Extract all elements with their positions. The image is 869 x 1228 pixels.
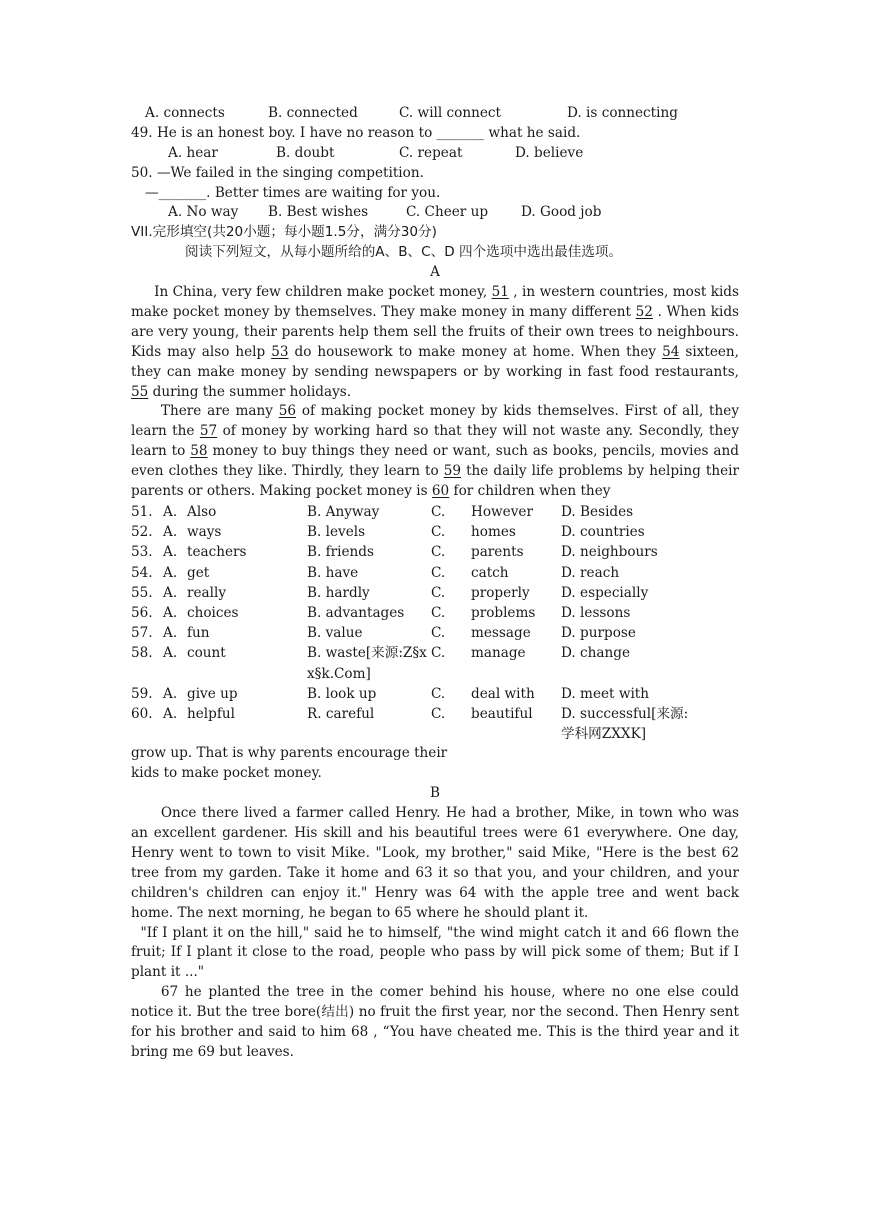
option-cell-d: D. purpose — [561, 625, 636, 642]
passage-b-label: B — [430, 785, 440, 802]
passage-a-paragraph-1 — [131, 283, 739, 402]
option-cell-d: D. change — [561, 645, 631, 662]
blank-56: 56 — [278, 403, 297, 420]
option-cell-n: 54. — [131, 564, 153, 581]
option-cell-c: C. — [431, 706, 446, 723]
option-cell-cv: parents — [471, 544, 524, 561]
option-cell-d: D. reach — [561, 564, 620, 581]
option-cell-cv: message — [471, 625, 531, 642]
option-cell-a: A. — [163, 524, 178, 541]
option-cell-a: A. — [163, 544, 178, 561]
option-cell-a: A. — [163, 706, 178, 723]
option-cell-a: A. — [163, 503, 178, 520]
blank-57: 57 — [199, 423, 218, 440]
option-cell-n: 59. — [131, 685, 153, 702]
option-cell-a: A. — [163, 564, 178, 581]
option-cell-c: C. — [431, 605, 446, 621]
table-row — [131, 704, 691, 744]
q49-option-d: D. believe — [515, 144, 584, 161]
option-cell-cv: properly — [471, 584, 530, 601]
option-cell-av: fun — [187, 625, 210, 642]
q50-stem: 50. —We failed in the singing competition. — [131, 164, 424, 181]
option-cell-n: 52. — [131, 524, 153, 541]
option-cell-av: Also — [187, 503, 217, 520]
exam-page — [131, 104, 739, 1063]
q48-option-d: D. is connecting — [567, 105, 678, 121]
q49-option-b: B. doubt — [276, 144, 335, 161]
option-cell-b: B. hardly — [307, 584, 370, 601]
option-cell-c: C. — [431, 544, 446, 561]
text-segment: of money by working hard so that they will not waste any. Secondly, they learn to — [131, 423, 739, 460]
option-cell-c: C. — [431, 564, 446, 581]
q50-reply: —_______. Better times are waiting for you. — [145, 184, 441, 201]
section-title: VII.完形填空(共20小题；每小题1.5分，满分30分) — [131, 224, 437, 241]
option-cell-d: D. countries — [561, 524, 645, 541]
q50-option-b: B. Best wishes — [268, 204, 369, 221]
option-cell-cv: beautiful — [471, 706, 533, 723]
text-segment: for children when they — [449, 483, 611, 500]
option-cell-b: B. levels — [307, 524, 366, 541]
text-segment: money to buy things they need or want, such as books, pencils, movies and even clothes they like. Thirdly, they learn to — [131, 443, 739, 480]
option-cell-av: helpful — [187, 706, 235, 723]
option-cell-d: D. meet with — [561, 685, 650, 702]
option-cell-c: C. — [431, 503, 446, 520]
passage-b-paragraph-3: 67 he planted the tree in the comer behind his house, where no one else could notice it. But the tree bore(结出) no fruit the first year, nor the second. Then Henry sent for his brother and said to him 68 , “You have cheated me. This is the third year and it bring me 69 but leaves. — [131, 984, 739, 1060]
option-cell-av: get — [187, 564, 210, 581]
passage-a-tail-2: kids to make pocket money. — [131, 765, 322, 782]
table-row — [131, 643, 691, 683]
option-cell-n: 53. — [131, 544, 153, 561]
table-row — [131, 603, 691, 623]
option-cell-n: 55. — [131, 584, 153, 601]
text-segment: do housework to make money at home. When they — [288, 343, 663, 360]
option-cell-cv: manage — [471, 645, 526, 662]
table-row — [131, 623, 691, 643]
option-cell-cv: However — [471, 503, 533, 520]
option-cell-av: really — [187, 584, 227, 601]
text-segment: . When kids are very young, their parents help them sell the fruits of their own trees to neighbours. Kids may also help — [131, 303, 739, 360]
option-cell-n: 57. — [131, 625, 153, 642]
option-cell-av: teachers — [187, 544, 247, 561]
option-cell-av: choices — [187, 605, 239, 621]
q50-option-d: D. Good job — [521, 204, 602, 221]
option-cell-b: B. look up — [307, 685, 377, 702]
option-cell-b: R. careful — [307, 706, 375, 723]
blank-53: 53 — [271, 343, 289, 360]
q50-options — [131, 203, 739, 223]
option-cell-b: B. waste[来源:Z§xx§k.Com] — [307, 645, 427, 682]
blank-51: 51 — [491, 284, 509, 301]
q48-options — [131, 104, 739, 124]
option-cell-av: ways — [187, 524, 222, 541]
option-cell-b: B. advantages — [307, 605, 405, 621]
text-segment: In China, very few children make pocket money, — [154, 284, 492, 301]
passage-b-paragraph-1: Once there lived a farmer called Henry. He had a brother, Mike, in town who was an excellent gardener. His skill and his beautiful trees were 61 everywhere. One day, Henry went to town to visit Mike. "Look, my brother," said Mike, "Here is the best 62 tree from my garden. Take it home and 63 it so that you, and your children, and your children's children can enjoy it." Henry was 64 with the apple tree and went back home. The next morning, he began to 65 where he should plant it. — [131, 805, 739, 921]
q49-option-c: C. repeat — [399, 144, 463, 161]
options-table — [131, 502, 691, 744]
q49-option-a: A. hear — [168, 144, 218, 161]
option-cell-c: C. — [431, 645, 446, 662]
option-cell-d: D. especially — [561, 584, 649, 601]
q49-stem: 49. He is an honest boy. I have no reason to _______ what he said. — [131, 124, 581, 141]
blank-60: 60 — [431, 483, 450, 500]
text-segment: , in western countries, most kids make pocket money by themselves. They make money in many different — [131, 284, 739, 320]
q49-options — [131, 144, 739, 164]
q50-option-a: A. No way — [168, 204, 239, 221]
option-cell-a: A. — [163, 605, 178, 621]
option-cell-d: D. successful[来源:学科网ZXXK] — [561, 706, 689, 743]
section-instruction: 阅读下列短文，从每小题所给的A、B、C、D 四个选项中选出最佳选项。 — [185, 244, 623, 261]
option-cell-c: C. — [431, 685, 446, 702]
table-row — [131, 542, 691, 562]
option-cell-c: C. — [431, 625, 446, 642]
blank-59: 59 — [443, 463, 462, 480]
text-segment: sixteen, they can make money by sending newspapers or by working in fast food restaurants, — [131, 343, 739, 380]
option-cell-n: 56. — [131, 605, 153, 621]
option-cell-cv: catch — [471, 564, 509, 581]
passage-b-paragraph-2: "If I plant it on the hill," said he to himself, "the wind might catch it and 66 flown the fruit; If I plant it close to the road, people who pass by will pick some of them; But if I plant it ..." — [131, 924, 739, 981]
table-row — [131, 563, 691, 583]
table-row — [131, 502, 691, 522]
option-cell-b: B. friends — [307, 544, 374, 561]
option-cell-a: A. — [163, 645, 178, 662]
option-cell-d: D. neighbours — [561, 544, 658, 561]
option-cell-cv: homes — [471, 524, 516, 541]
table-row — [131, 583, 691, 603]
blank-52: 52 — [635, 303, 653, 320]
option-cell-n: 51. — [131, 503, 153, 520]
text-segment: the daily life problems by helping their parents or others. Making pocket money is — [131, 463, 740, 500]
option-cell-cv: problems — [471, 605, 536, 621]
q48-option-b: B. connected — [268, 105, 358, 121]
option-cell-n: 60. — [131, 706, 153, 723]
option-cell-av: count — [187, 645, 226, 662]
passage-a-paragraph-2 — [131, 402, 739, 502]
table-row — [131, 684, 691, 704]
passage-a-tail-1: grow up. That is why parents encourage their — [131, 745, 448, 762]
option-cell-cv: deal with — [471, 685, 535, 702]
option-cell-b: B. Anyway — [307, 503, 380, 520]
blank-54: 54 — [662, 343, 680, 360]
option-cell-a: A. — [163, 584, 178, 601]
blank-55: 55 — [131, 383, 149, 400]
option-cell-n: 58. — [131, 645, 153, 662]
text-segment: There are many — [160, 403, 279, 420]
q50-option-c: C. Cheer up — [406, 204, 489, 221]
option-cell-b: B. have — [307, 564, 359, 581]
blank-58: 58 — [190, 443, 208, 460]
text-segment: of making pocket money by kids themselves. First of all, they learn the — [131, 403, 739, 440]
option-cell-a: A. — [163, 685, 178, 702]
option-cell-d: D. lessons — [561, 605, 631, 621]
q48-option-a: A. connects — [145, 105, 225, 121]
option-cell-d: D. Besides — [561, 503, 634, 520]
option-cell-b: B. value — [307, 625, 363, 642]
option-cell-c: C. — [431, 584, 446, 601]
text-segment: during the summer holidays. — [148, 383, 352, 400]
passage-a-label: A — [430, 264, 440, 281]
option-cell-a: A. — [163, 625, 178, 642]
option-cell-av: give up — [187, 685, 238, 702]
table-row — [131, 522, 691, 542]
q48-option-c: C. will connect — [399, 105, 501, 121]
option-cell-c: C. — [431, 524, 446, 541]
